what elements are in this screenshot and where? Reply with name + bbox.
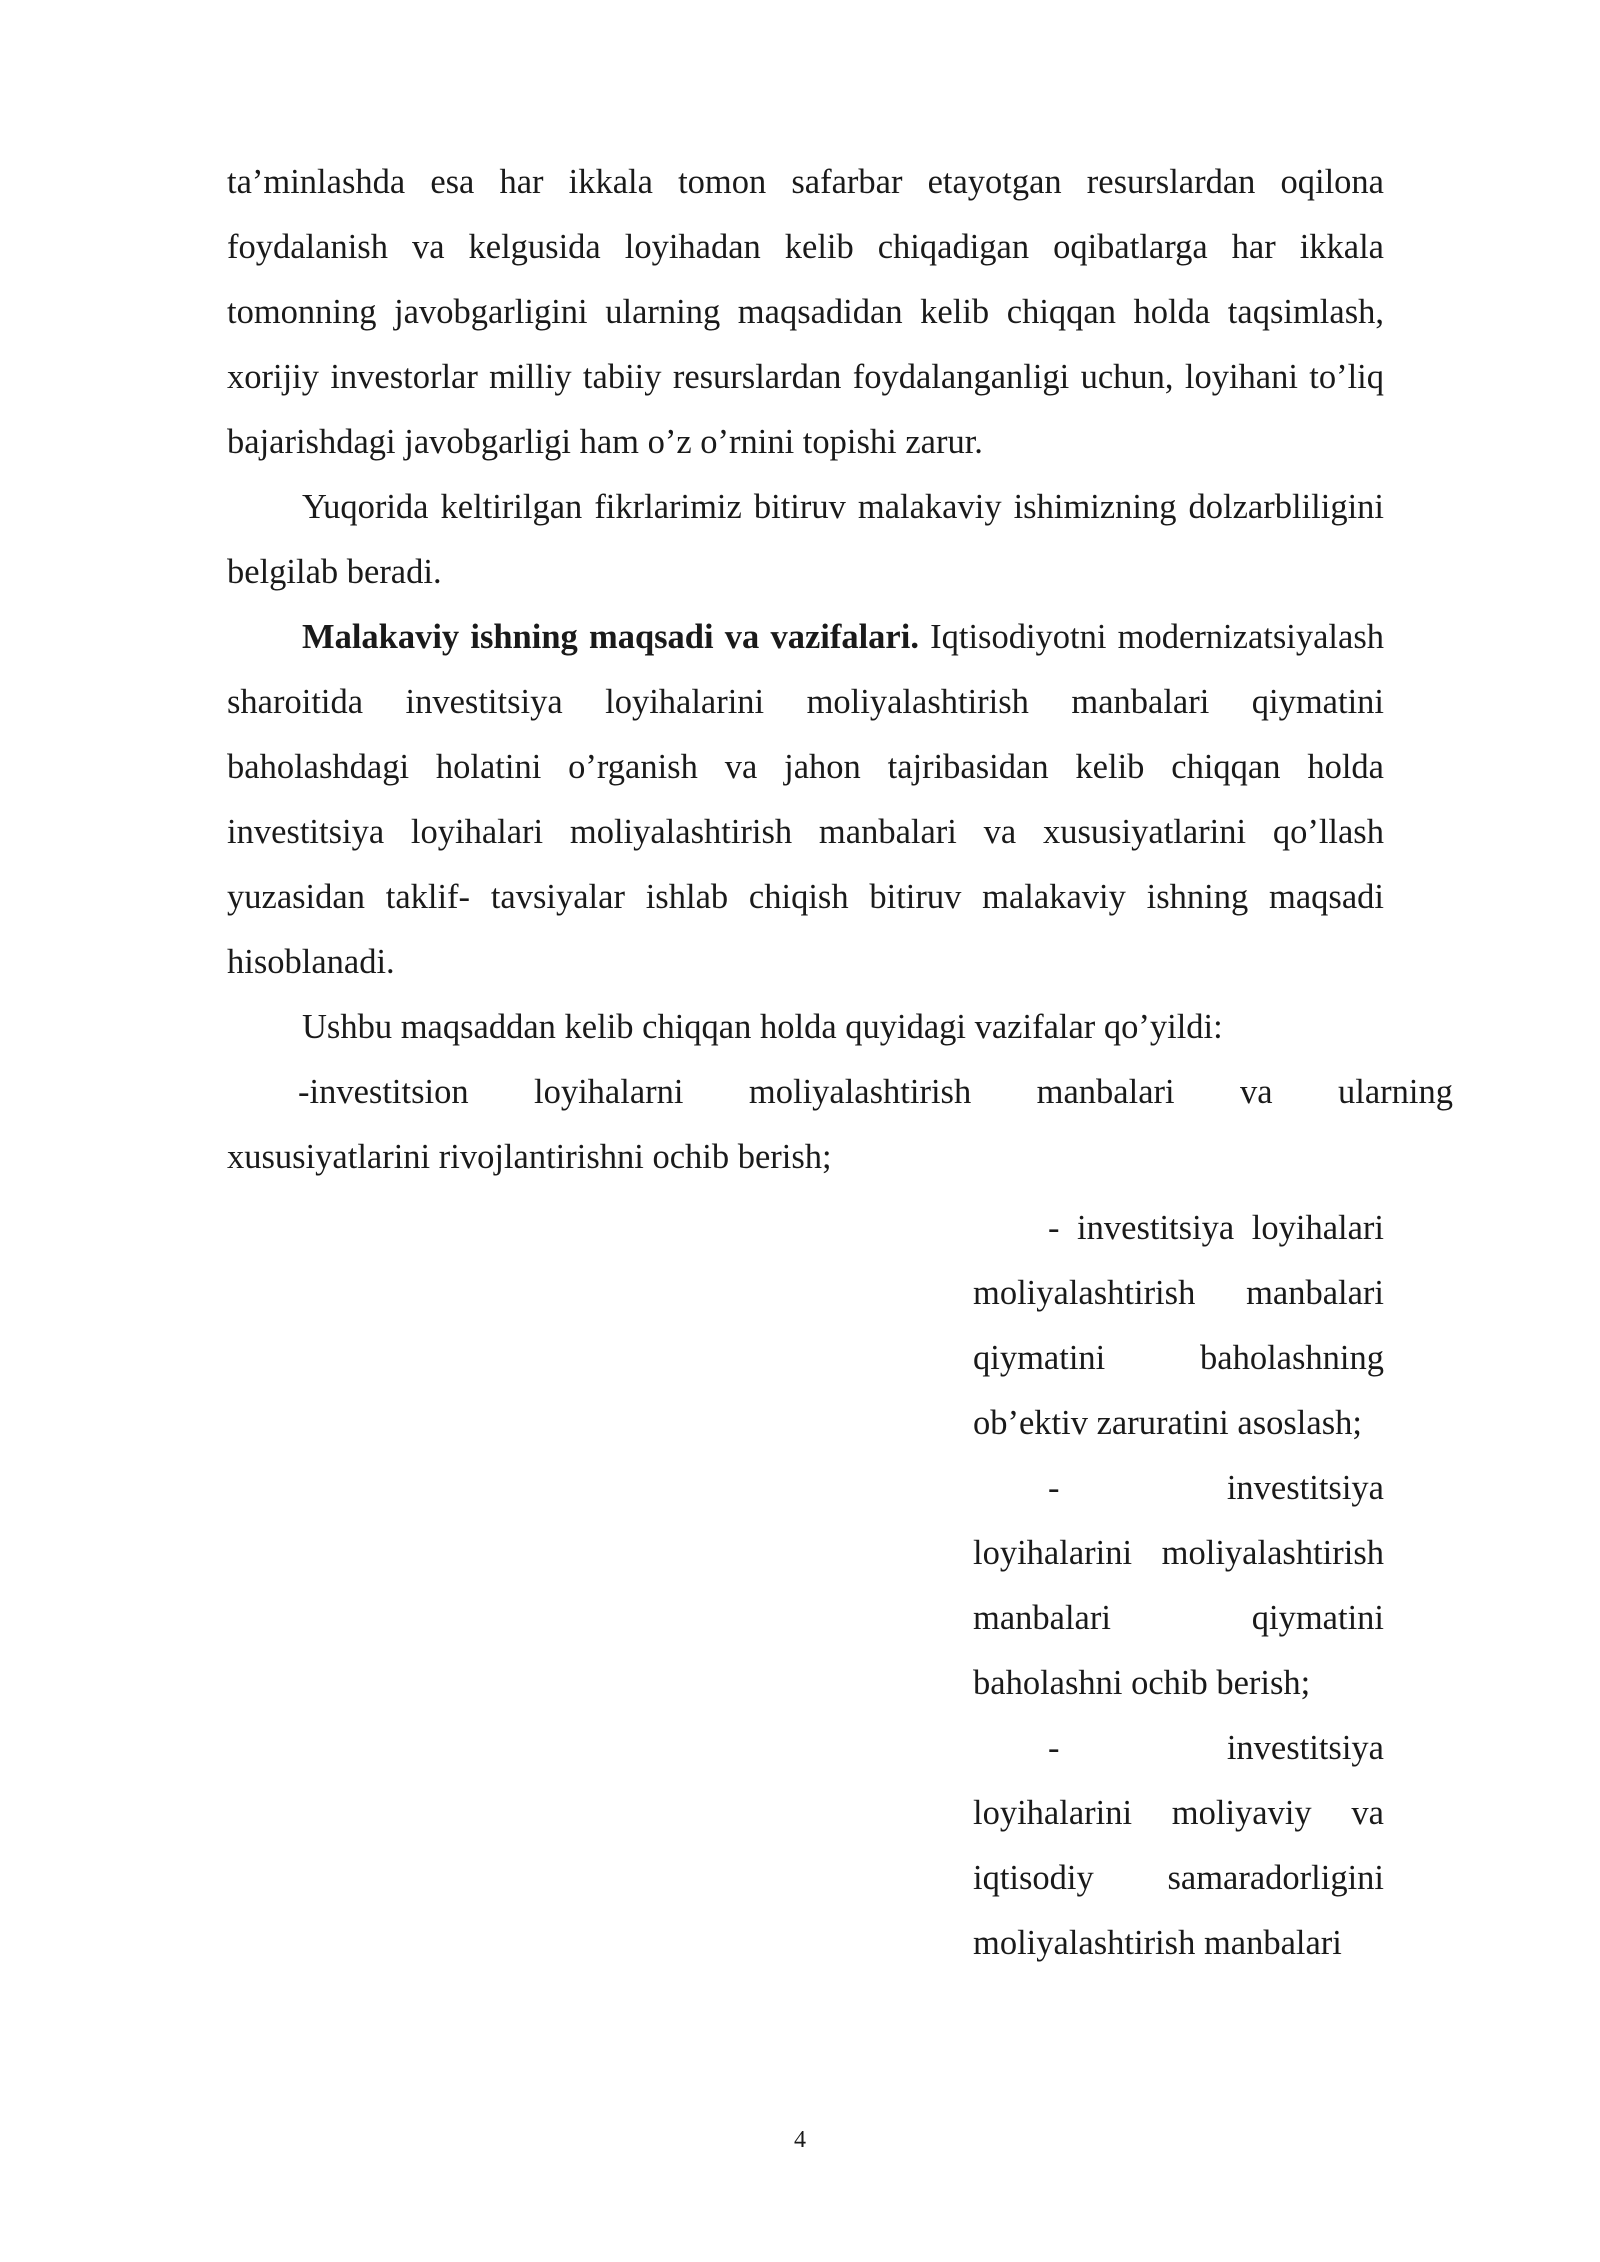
paragraph-relevance: Yuqorida keltirilgan fikrlarimiz bitiruv malakaviy ishimizning dolzarbliligini belgilab beradi. (227, 488, 1384, 591)
section-heading: Malakaviy ishning maqsadi va vazifalari. (302, 618, 919, 656)
task-item-2: - investitsiya loyihalari moliyalashtirish manbalari qiymatini baholashning ob’ektiv zaruratini asoslash; (973, 1209, 1384, 1442)
paragraph-goals (227, 605, 1384, 995)
task-item-3: - investitsiya loyihalarini moliyalashtirish manbalari qiymatini baholashni ochib berish; (973, 1469, 1384, 1702)
paragraph-intro: ta’minlashda esa har ikkala tomon safarbar etayotgan resurslardan oqilona foydalanish va kelgusida loyihadan kelib chiqadigan oqibatlarga har ikkala tomonning javobgarligini ularning maqsadidan kelib chiqqan holda taqsimlash, xorijiy investorlar milliy tabiiy resurslardan foydalanganligi uchun, loyihani to’liq bajarishdagi javobgarligi ham o’z o’rnini topishi zarur. (227, 163, 1384, 461)
page-number: 4 (794, 2127, 806, 2153)
task-item-4: - investitsiya loyihalarini moliyaviy va iqtisodiy samaradorligini moliyalashtirish manbalari (973, 1729, 1384, 1962)
task-item-1 (227, 1060, 1453, 1125)
body-text (227, 150, 1453, 1190)
task-item-1-line-2: xususiyatlarini rivojlantirishni ochib berish; (227, 1138, 832, 1176)
paragraph-tasks-intro: Ushbu maqsaddan kelib chiqqan holda quyidagi vazifalar qo’yildi: (302, 1008, 1223, 1046)
task-item-1-line-1: -investitsion loyihalarni moliyalashtirish manbalari va ularning (298, 1073, 1453, 1111)
paragraph-goals-body: Iqtisodiyotni modernizatsiyalash sharoitida investitsiya loyihalarini moliyalashtirish manbalari qiymatini baholashdagi holatini o’rganish va jahon tajribasidan kelib chiqqan holda investitsiya loyihalari moliyalashtirish manbalari va xususiyatlarini qo’llash yuzasidan taklif- tavsiyalar ishlab chiqish bitiruv malakaviy ishning maqsadi hisoblanadi. (227, 618, 1384, 981)
narrow-column (973, 1196, 1384, 1976)
